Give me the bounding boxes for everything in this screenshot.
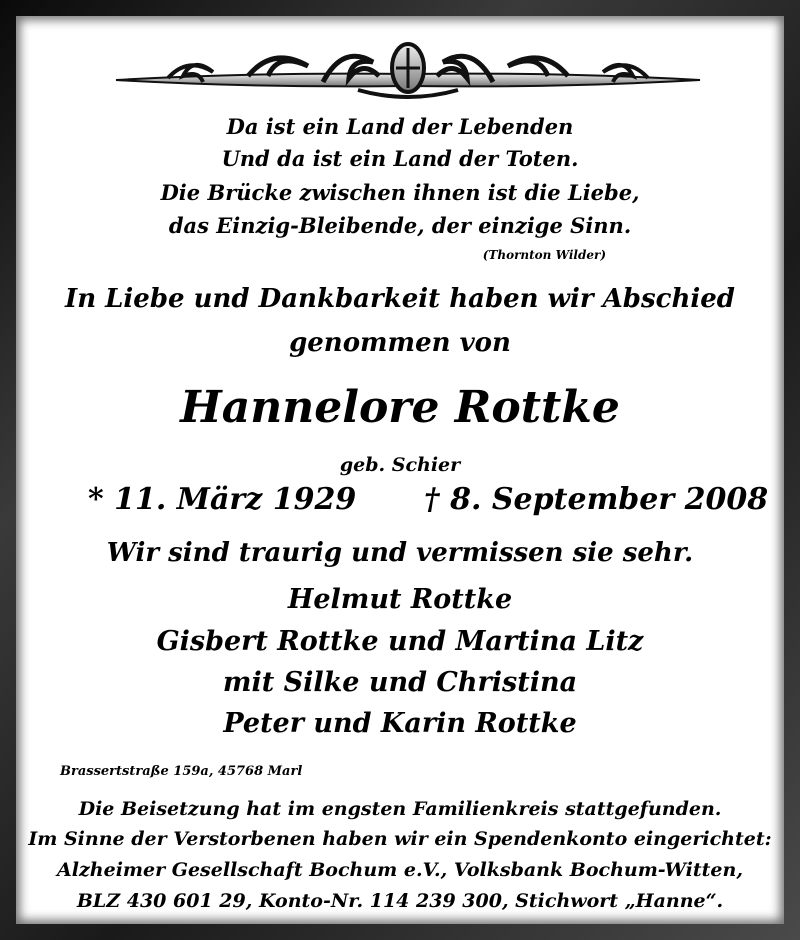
birth-name: geb. Schier [339, 454, 461, 476]
footer-line-3: Alzheimer Gesellschaft Bochum e.V., Volksbank Bochum-Witten, [57, 859, 743, 881]
poem-author: (Thornton Wilder) [482, 248, 606, 262]
poem-line-2: Und da ist ein Land der Toten. [221, 146, 579, 171]
poem-line-3: Die Brücke zwischen ihnen ist die Liebe, [160, 180, 640, 205]
intro-line-1: In Liebe und Dankbarkeit haben wir Abschied [65, 284, 735, 314]
birth-date: * 11. März 1929 [88, 482, 357, 517]
death-date: † 8. September 2008 [424, 482, 769, 517]
footer-line-1: Die Beisetzung hat im engsten Familienkreis stattgefunden. [78, 798, 722, 820]
intro-line-2: genommen von [289, 328, 511, 358]
address: Brassertstraße 159a, 45768 Marl [60, 764, 303, 779]
obituary-paper [16, 16, 784, 924]
mourning-line: Wir sind traurig und vermissen sie sehr. [106, 538, 694, 568]
family-member-4: Peter und Karin Rottke [223, 708, 577, 739]
family-member-3: mit Silke und Christina [222, 667, 578, 698]
poem-line-1: Da ist ein Land der Lebenden [226, 114, 574, 139]
poem-line-4: das Einzig-Bleibende, der einzige Sinn. [168, 213, 632, 238]
family-member-1: Helmut Rottke [287, 584, 513, 615]
footer-line-2: Im Sinne der Verstorbenen haben wir ein Spendenkonto eingerichtet: [28, 828, 772, 850]
family-member-2: Gisbert Rottke und Martina Litz [156, 626, 644, 657]
deceased-name: Hannelore Rottke [180, 382, 620, 433]
scroll-ornament-icon [108, 38, 708, 108]
footer-line-4: BLZ 430 601 29, Konto-Nr. 114 239 300, Stichwort „Hanne“. [76, 890, 724, 912]
